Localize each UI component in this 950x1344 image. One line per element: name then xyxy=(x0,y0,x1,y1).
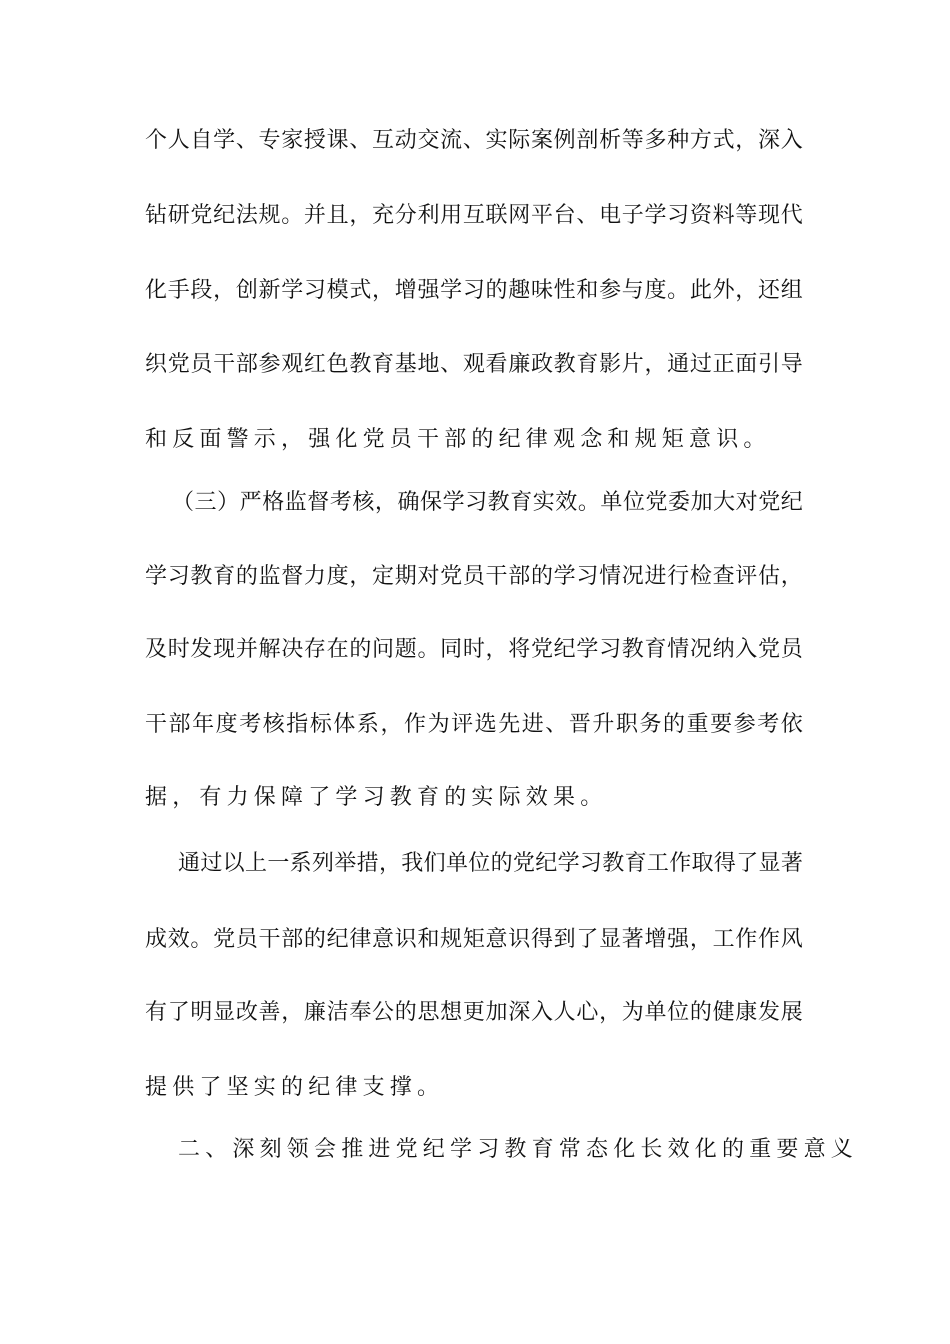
paragraph-line: 化 手 段 ， 创 新 学 习 模 式 ， 增 强 学 习 的 趣 味 性 和 参 与 度 。 此 外 ， 还 组 xyxy=(145,278,803,303)
paragraph-line: 钻 研 党 纪 法 规 。 并 且 ， 充 分 利 用 互 联 网 平 台 、 电 子 学 习 资 料 等 现 代 xyxy=(145,203,803,228)
paragraph-line: 学 习 教 育 的 监 督 力 度 ， 定 期 对 党 员 干 部 的 学 习 情 况 进 行 检 查 评 估 ， xyxy=(145,564,803,589)
paragraph-line: 和反面警示，强化党员干部的纪律观念和规矩意识。 xyxy=(145,427,771,452)
paragraph-line: 织 党 员 干 部 参 观 红 色 教 育 基 地 、 观 看 廉 政 教 育 影 片 ， 通 过 正 面 引 导 xyxy=(145,352,803,377)
paragraph-line: 提供了坚实的纪律支撑。 xyxy=(145,1075,445,1100)
paragraph-line: 成 效 。 党 员 干 部 的 纪 律 意 识 和 规 矩 意 识 得 到 了 显 著 增 强 ， 工 作 作 风 xyxy=(145,927,803,952)
paragraph-line: 及 时 发 现 并 解 决 存 在 的 问 题 。 同 时 ， 将 党 纪 学 习 教 育 情 况 纳 入 党 员 xyxy=(145,637,803,662)
paragraph-line: 有 了 明 显 改 善 ， 廉 洁 奉 公 的 思 想 更 加 深 入 人 心 ， 为 单 位 的 健 康 发 展 xyxy=(145,1000,803,1025)
paragraph-line: 据，有力保障了学习教育的实际效果。 xyxy=(145,785,608,810)
section-heading-line: （ 三 ） 严 格 监 督 考 核 ， 确 保 学 习 教 育 实 效 。 单 位 党 委 加 大 对 党 纪 xyxy=(172,490,803,515)
chapter-heading: 二、深刻领会推进党纪学习教育常态化长效化的重要意义 xyxy=(178,1137,859,1162)
paragraph-line: 个 人 自 学 、 专 家 授 课 、 互 动 交 流 、 实 际 案 例 剖 析 等 多 种 方 式 ， 深 入 xyxy=(145,128,803,153)
paragraph-line: 干 部 年 度 考 核 指 标 体 系 ， 作 为 评 选 先 进 、 晋 升 职 务 的 重 要 参 考 依 xyxy=(145,712,803,737)
paragraph-line: 通 过 以 上 一 系 列 举 措 ， 我 们 单 位 的 党 纪 学 习 教 育 工 作 取 得 了 显 著 xyxy=(178,851,803,876)
